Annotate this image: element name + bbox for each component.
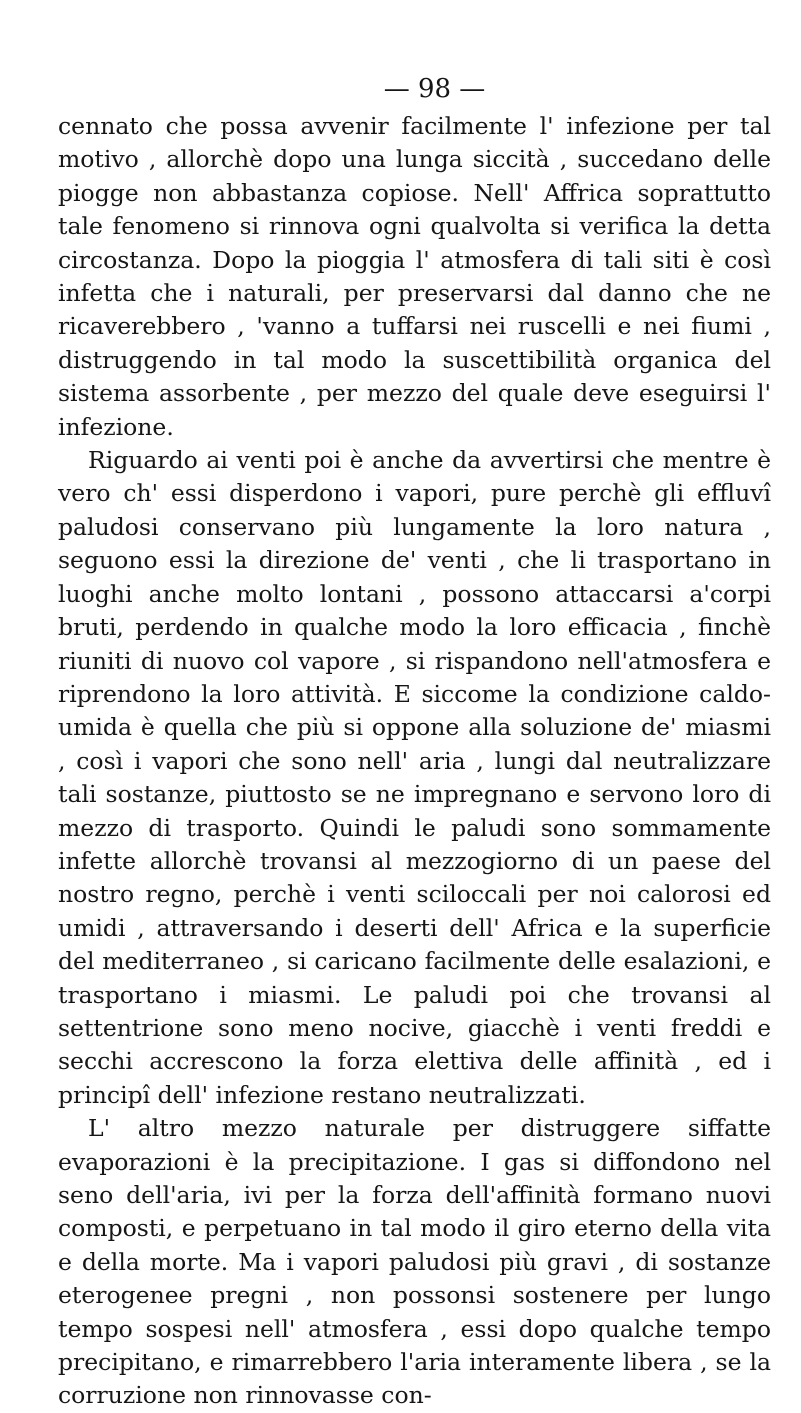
paragraph-precipitation: L' altro mezzo naturale per distruggere siffatte evaporazioni è la precipitazione. I gas si diffondono nel seno dell'aria, ivi per la forza dell'affinità formano nuovi composti, e perpetuano in tal modo il giro eterno della vita e della morte. Ma i vapori paludosi più gravi , di sostanze eterogenee pregni , non possonsi sostenere per lungo tempo sospesi nell' atmosfera , essi dopo qualche tempo precipitano, e rimarrebbero l'aria interamente libera , se la corruzione non rinnovasse con- [58, 1114, 771, 1410]
paragraph-continued: cennato che possa avvenir facilmente l' infezione per tal motivo , allorchè dopo una lunga siccità , succedano delle piogge non abbastanza copiose. Nell' Affrica soprattutto tale fenomeno si rinnova ogni qualvolta si verifica la detta circostanza. Dopo la pioggia l' atmosfera di tali siti è così infetta che i naturali, per preservarsi dal danno che ne ricaverebbero , 'vanno a tuffarsi nei ruscelli e nei fiumi , distruggendo in tal modo la suscettibilità organica del sistema assorbente , per mezzo del quale deve eseguirsi l' infezione. [58, 112, 771, 441]
body-text [58, 110, 771, 1413]
page-number: — 98 — [383, 74, 486, 104]
paragraph-winds: Riguardo ai venti poi è anche da avvertirsi che mentre è vero ch' essi disperdono i vapori, pure perchè gli effluvî paludosi conservano più lungamente la loro natura , seguono essi la direzione de' venti , che li trasportano in luoghi anche molto lontani , possono attaccarsi a'corpi bruti, perdendo in qualche modo la loro efficacia , finchè riuniti di nuovo col vapore , si rispandono nell'atmosfera e riprendono la loro attività. E siccome la condizione caldo-umida è quella che più si oppone alla soluzione de' miasmi , così i vapori che sono nell' aria , lungi dal neutralizzare tali sostanze, piuttosto se ne impregnano e servono loro di mezzo di trasporto. Quindi le paludi sono sommamente infette allorchè trovansi al mezzogiorno di un paese del nostro regno, perchè i venti sciloccali per noi calorosi ed umidi , attraversando i deserti dell' Africa e la superficie del mediterraneo , si caricano facilmente delle esalazioni, e trasportano i miasmi. Le paludi poi che trovansi al settentrione sono meno nocive, giacchè i venti freddi e secchi accrescono la forza elettiva delle affinità , ed i principî dell' infezione restano neutralizzati. [58, 446, 771, 1109]
